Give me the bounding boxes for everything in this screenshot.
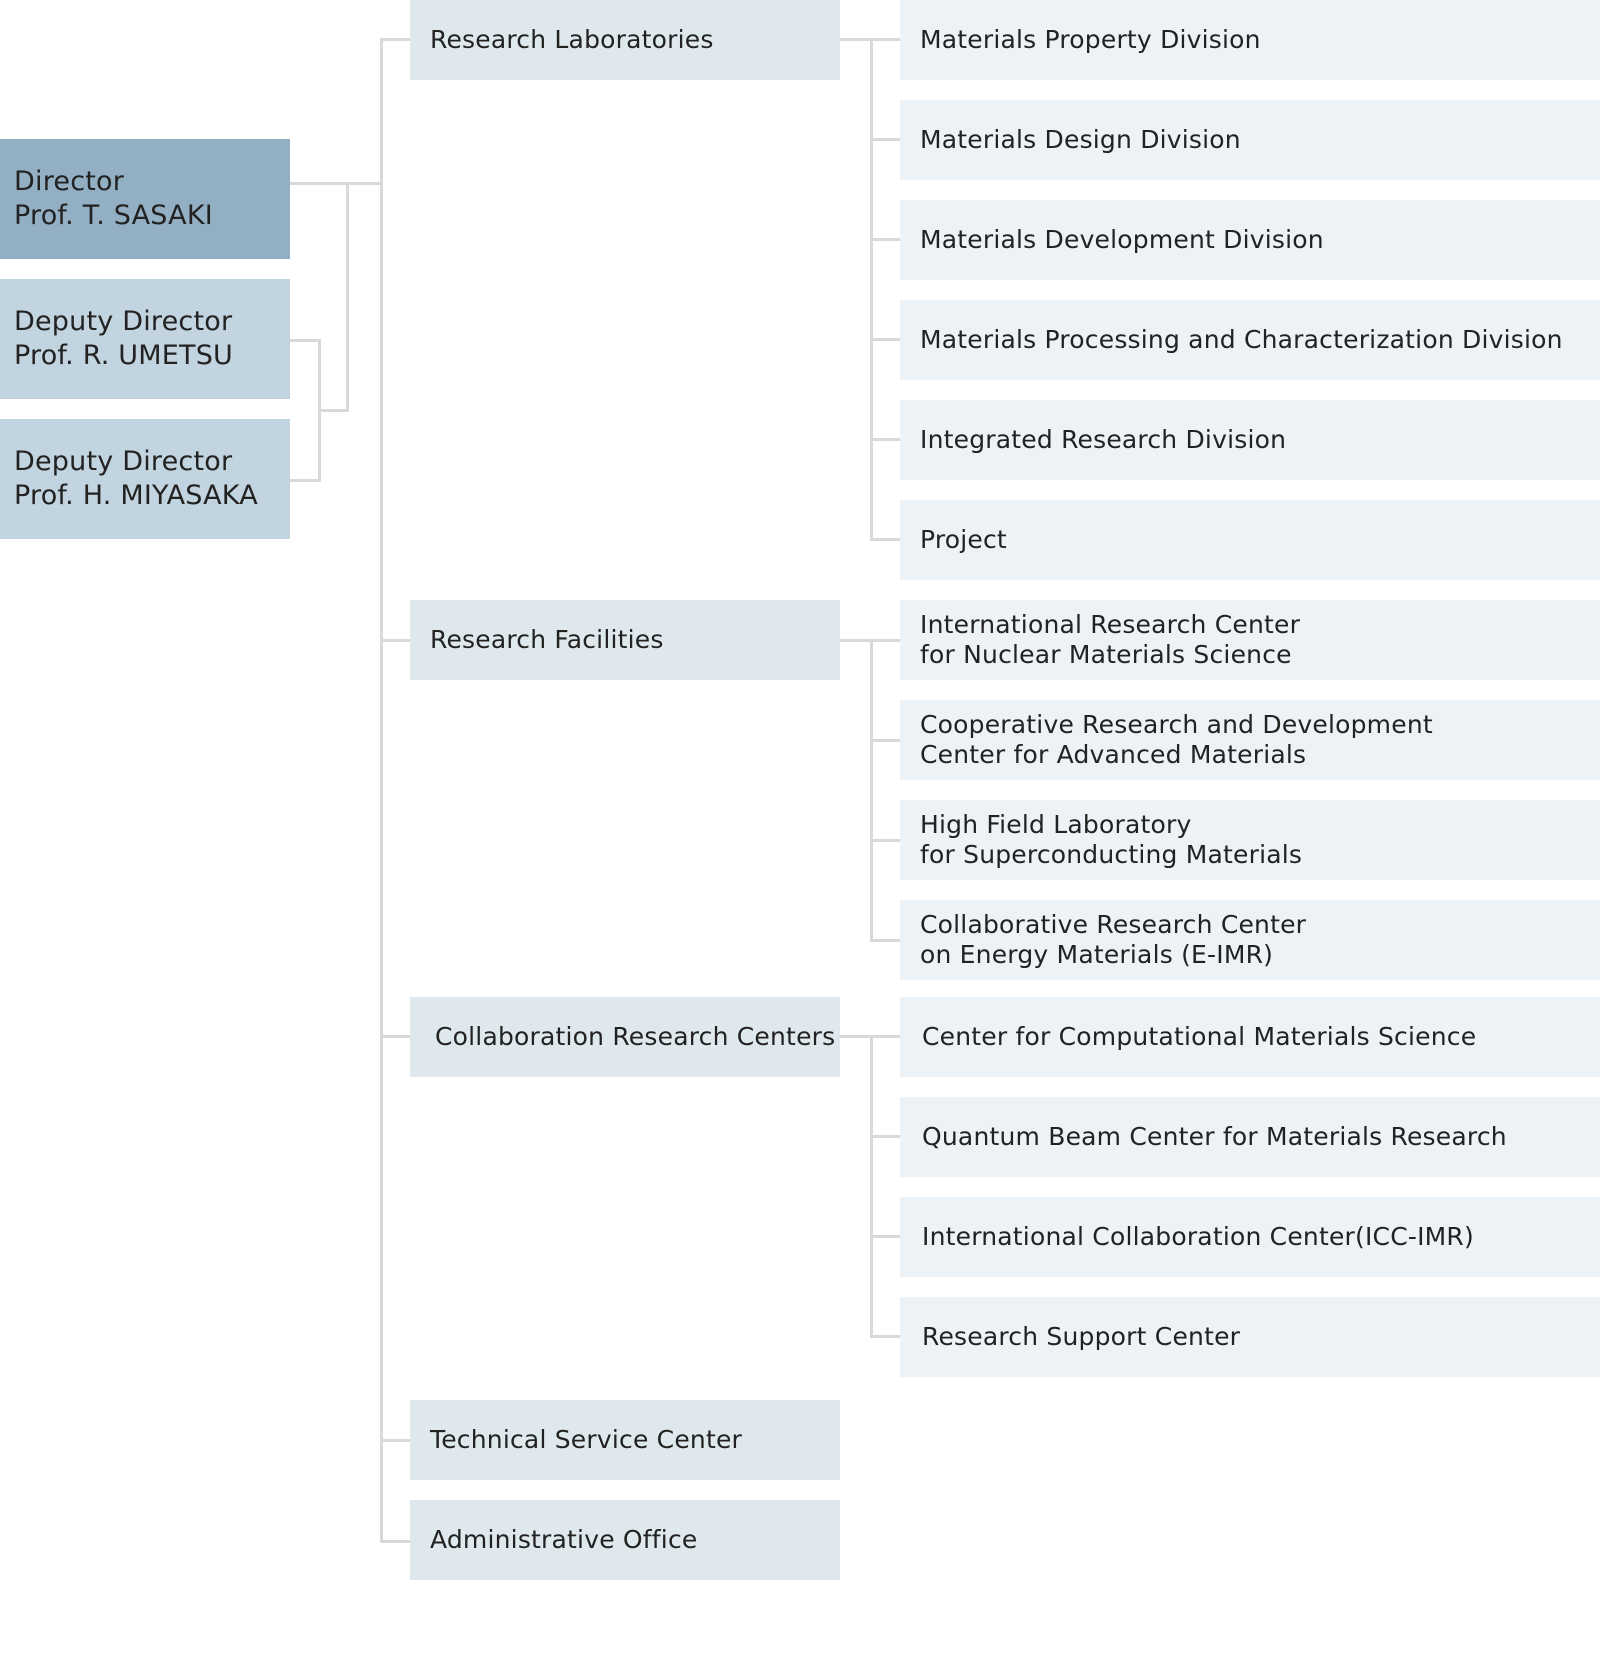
computational-materials-science-center-box[interactable] xyxy=(900,997,1600,1077)
research-support-center-box[interactable] xyxy=(900,1297,1600,1377)
connector-main-trunk xyxy=(380,38,383,1543)
connector-facilities-child-2 xyxy=(870,739,900,742)
research-facilities-box[interactable] xyxy=(410,600,840,680)
division-label: Materials Design Division xyxy=(920,125,1241,154)
connector-facilities-vertical xyxy=(870,639,873,942)
division-label: Integrated Research Division xyxy=(920,425,1287,454)
connector-to-collaboration-research-centers xyxy=(380,1035,410,1038)
connector-labs-vertical xyxy=(870,38,873,541)
project-box[interactable] xyxy=(900,500,1600,580)
connector-exec-bracket-vertical xyxy=(346,182,349,411)
connector-deputy2-out xyxy=(290,479,320,482)
connector-to-research-laboratories xyxy=(380,38,410,41)
deputy-director-name: Prof. H. MIYASAKA xyxy=(14,480,258,511)
connector-facilities-child-4 xyxy=(870,939,900,942)
materials-processing-characterization-division-box[interactable] xyxy=(900,300,1600,380)
division-label: Materials Property Division xyxy=(920,25,1261,54)
materials-development-division-box[interactable] xyxy=(900,200,1600,280)
connector-labs-child-3 xyxy=(870,238,900,241)
connector-deputy-bracket-top xyxy=(318,409,349,412)
deputy-director-miyasaka-box[interactable] xyxy=(0,419,290,539)
deputy-director-role: Deputy Director xyxy=(14,446,233,477)
integrated-research-division-box[interactable] xyxy=(900,400,1600,480)
energy-materials-center-box[interactable] xyxy=(900,900,1600,980)
connector-collab-child-3 xyxy=(870,1235,900,1238)
deputy-director-role: Deputy Director xyxy=(14,306,233,337)
director-name: Prof. T. SASAKI xyxy=(14,200,213,231)
nuclear-materials-center-box[interactable] xyxy=(900,600,1600,680)
connector-labs-child-5 xyxy=(870,438,900,441)
high-field-laboratory-box[interactable] xyxy=(900,800,1600,880)
connector-deputy-bracket-vertical xyxy=(318,339,321,482)
technical-service-center-box[interactable] xyxy=(410,1400,840,1480)
administrative-office-box[interactable] xyxy=(410,1500,840,1580)
facility-label-line2: on Energy Materials (E-IMR) xyxy=(920,940,1274,969)
research-facilities-label: Research Facilities xyxy=(430,625,664,654)
director-box[interactable] xyxy=(0,139,290,259)
facility-label-line1: Cooperative Research and Development xyxy=(920,710,1433,739)
facility-label-line2: Center for Advanced Materials xyxy=(920,740,1307,769)
collaboration-research-centers-label: Collaboration Research Centers xyxy=(435,1022,836,1051)
connector-facilities-child-3 xyxy=(870,839,900,842)
facility-label-line1: High Field Laboratory xyxy=(920,810,1192,839)
director-role: Director xyxy=(14,166,125,197)
research-laboratories-label: Research Laboratories xyxy=(430,25,714,54)
materials-property-division-box[interactable] xyxy=(900,0,1600,80)
technical-service-center-label: Technical Service Center xyxy=(430,1425,743,1454)
center-label: Center for Computational Materials Science xyxy=(922,1022,1477,1051)
international-collaboration-center-box[interactable] xyxy=(900,1197,1600,1277)
facility-label-line2: for Nuclear Materials Science xyxy=(920,640,1292,669)
connector-collab-child-4 xyxy=(870,1335,900,1338)
connector-to-administrative-office xyxy=(380,1540,410,1543)
facility-label-line1: Collaborative Research Center xyxy=(920,910,1307,939)
division-label: Materials Development Division xyxy=(920,225,1324,254)
deputy-director-name: Prof. R. UMETSU xyxy=(14,340,234,371)
connector-director-out xyxy=(290,182,380,185)
advanced-materials-center-box[interactable] xyxy=(900,700,1600,780)
research-laboratories-box[interactable] xyxy=(410,0,840,80)
division-label: Project xyxy=(920,525,1007,554)
center-label: International Collaboration Center(ICC-IMR) xyxy=(922,1222,1474,1251)
connector-to-technical-service-center xyxy=(380,1439,410,1442)
connector-collab-child-2 xyxy=(870,1135,900,1138)
center-label: Quantum Beam Center for Materials Research xyxy=(922,1122,1507,1151)
center-label: Research Support Center xyxy=(922,1322,1241,1351)
quantum-beam-center-box[interactable] xyxy=(900,1097,1600,1177)
facility-label-line1: International Research Center xyxy=(920,610,1301,639)
connector-labs-child-2 xyxy=(870,138,900,141)
collaboration-research-centers-box[interactable] xyxy=(410,997,840,1077)
connector-labs-child-4 xyxy=(870,338,900,341)
division-label: Materials Processing and Characterization Division xyxy=(920,325,1563,354)
materials-design-division-box[interactable] xyxy=(900,100,1600,180)
administrative-office-label: Administrative Office xyxy=(430,1525,698,1554)
facility-label-line2: for Superconducting Materials xyxy=(920,840,1303,869)
deputy-director-umetsu-box[interactable] xyxy=(0,279,290,399)
connector-deputy1-out xyxy=(290,339,320,342)
connector-labs-child-6 xyxy=(870,538,900,541)
connector-collab-vertical xyxy=(870,1035,873,1338)
connector-to-research-facilities xyxy=(380,639,410,642)
